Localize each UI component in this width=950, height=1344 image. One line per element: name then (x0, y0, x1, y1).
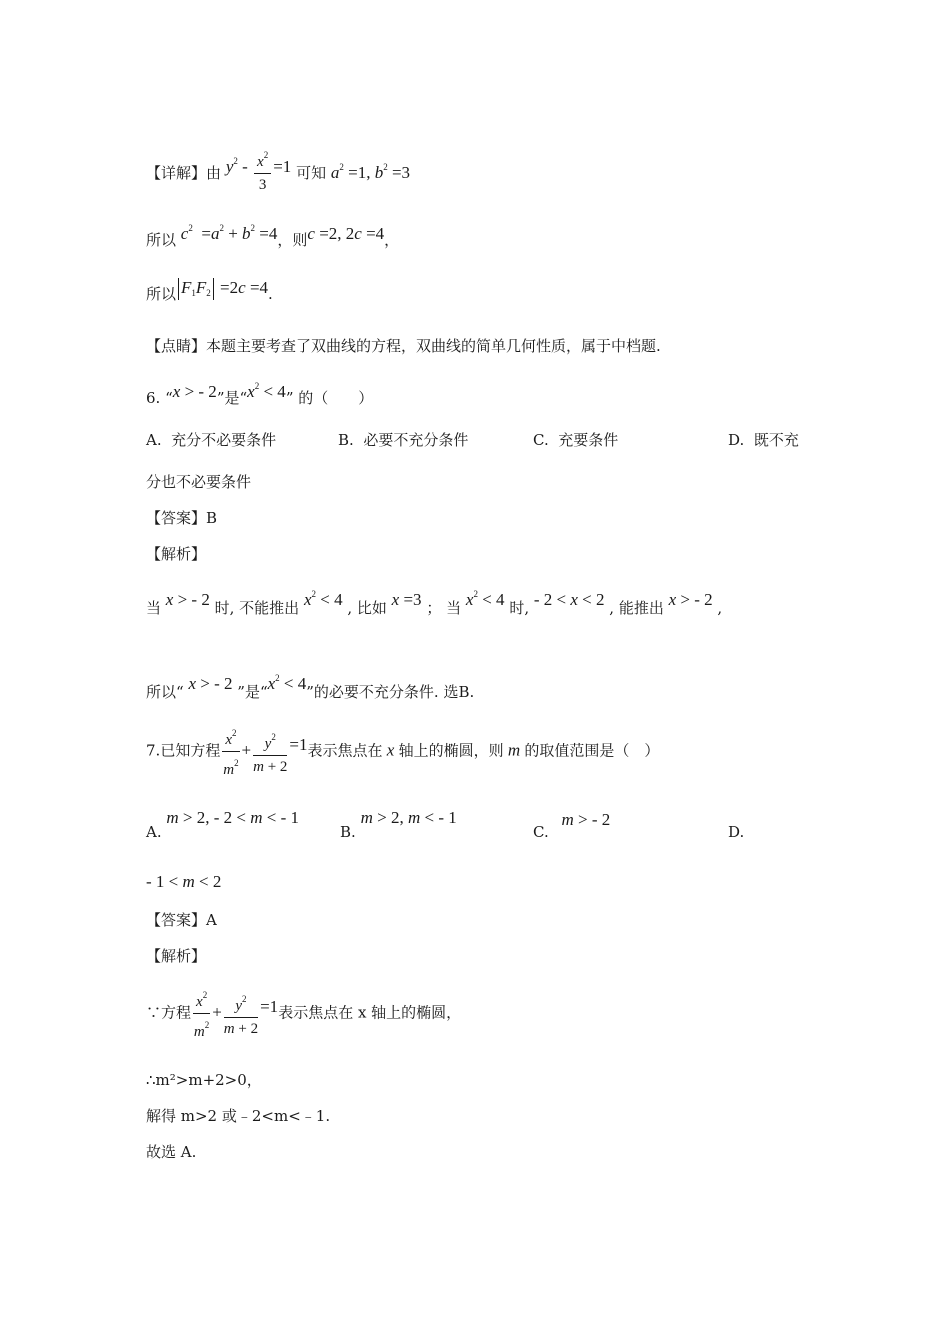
fraction-x2-over-m2-b: $\frac{x^2}{m^2}$ (193, 986, 210, 1041)
q7-option-c (533, 810, 611, 841)
q6-number: 6. (146, 389, 161, 407)
q6-is: 是 (224, 389, 240, 407)
q6-option-d-continued: 分也不必要条件 (146, 473, 252, 491)
q7-option-d (728, 822, 744, 842)
q6-analysis-label: 【解析】 (146, 545, 207, 563)
for-example-text: , 比如 (342, 599, 387, 617)
comma: , (712, 599, 723, 617)
condition-x-gt-neg2: x > - 2 (172, 382, 217, 401)
var-x: x (382, 740, 399, 760)
answer-value: B (206, 509, 218, 527)
conclusion-text: ”的必要不充分条件. 选 (306, 683, 459, 701)
fraction-y2-over-m-plus-2: $\frac{y^2}{m + 2}$ (253, 728, 287, 776)
review-label: 【点睛】 (146, 337, 207, 355)
detail-line2-end: ， (384, 231, 400, 249)
conclusion-is: ”是“ (237, 683, 268, 701)
q7-stem-d: 的取值范围是（ ） (524, 741, 660, 760)
q7-answer (146, 910, 217, 930)
q7-solution-3: 解得 m>2 或﹣2<m<﹣1. (146, 1107, 331, 1125)
q6-option-d (728, 430, 799, 450)
q7-stem-b: 表示焦点在 (307, 741, 383, 760)
option-letter: C. (533, 823, 549, 841)
option-text: 充要条件 (558, 431, 619, 449)
option-a-expr: m > 2, - 2 < m < - 1 (166, 808, 300, 827)
hyperbola-equation: $y^2$ - (225, 156, 253, 176)
expr-x2-lt-4-b: $x^2 < 4$ (465, 589, 505, 609)
option-letter: A. (146, 431, 162, 449)
detail-label: 【详解】 (146, 164, 207, 182)
detail-mid: 可知 (296, 164, 327, 182)
when-text: 当 (146, 599, 162, 617)
option-letter: A. (146, 823, 162, 841)
option-d-expr: - 1 < m < 2 (146, 872, 222, 891)
fraction-x2-over-m2: $\frac{x^2}{m^2}$ (222, 724, 239, 779)
review-text: 本题主要考查了双曲线的方程，双曲线的简单几何性质，属于中档题. (206, 337, 661, 355)
q7-stem: 7.已知方程 $\frac{x^2}{m^2}$ + $\frac{y^2}{m + 2}$ =1表示焦点在 x 轴上的椭圆，则 m 的取值范围是（ ） (146, 724, 659, 779)
q6-stem (146, 382, 373, 408)
expr-x-eq-3: x =3 (391, 590, 422, 609)
option-c-expr: m > - 2 (561, 810, 611, 829)
q6-option-c (533, 430, 618, 450)
var-m: m (503, 740, 525, 760)
conclusion-answer: B. (458, 683, 475, 701)
detail-line2-mid: ，则 (277, 231, 308, 249)
option-letter: B. (340, 823, 356, 841)
q7-solution-4: 故选 A. (146, 1143, 197, 1161)
focal-distance: $F_1F_2 =2c =4$ (176, 278, 268, 297)
option-text: 充分不必要条件 (171, 431, 277, 449)
q7-number: 7. (146, 741, 161, 760)
condition-x2-lt-4: $x^2 < 4$ (247, 381, 286, 401)
when-text-2: ； 当 (426, 599, 462, 617)
quote-close: ” (285, 389, 294, 407)
detail-prefix: 由 (206, 164, 222, 182)
q7-stem-a: 已知方程 (160, 741, 221, 760)
q6-conclusion (146, 673, 475, 702)
option-b-expr: m > 2, m < - 1 (360, 808, 457, 827)
expr-x-gt-neg2-c: x > - 2 (188, 674, 233, 693)
option-text: 必要不充分条件 (363, 431, 469, 449)
quote-open: “ (239, 389, 248, 407)
c-values: c =2, 2c =4 (307, 224, 385, 243)
detail-line2-prefix: 所以 (146, 231, 177, 249)
q7-solution-1: ∵方程 $\frac{x^2}{m^2}$ + $\frac{y^2}{m + 2}$ =1表示焦点在 x 轴上的椭圆， (146, 986, 461, 1041)
q7-option-b (340, 808, 457, 841)
expr-x-gt-neg2: x > - 2 (165, 590, 210, 609)
q7-analysis-label: 【解析】 (146, 947, 207, 965)
q6-option-b (338, 430, 468, 450)
answer-label: 【答案】 (146, 509, 207, 527)
detail-line-2 (146, 224, 399, 250)
q6-analysis-body (146, 589, 723, 618)
time-text: 时, (504, 599, 530, 617)
expr-x2-lt-4-c: $x^2 < 4$ (267, 673, 307, 693)
answer-value: A (206, 911, 217, 929)
cannot-derive-text: 时, 不能推出 (209, 599, 300, 617)
answer-label: 【答案】 (146, 911, 207, 929)
detail-line-1: 【详解】由 $y^2$ - $\frac{x^2}{3}$ =1 可知 $a^2 =1$, $b^2 =3$ (146, 150, 410, 198)
q6-option-a (146, 430, 276, 450)
solution-prefix: ∵方程 (146, 1003, 192, 1022)
option-letter: C. (533, 431, 549, 449)
solution-suffix: 表示焦点在 x 轴上的椭圆， (278, 1003, 462, 1022)
c-squared-equation: $c^2 =a^2 + b^2 =4$ (180, 223, 278, 243)
fraction-y2-over-m-plus-2-b: $\frac{y^2}{m + 2}$ (224, 990, 258, 1038)
fraction-x2-over-3: $\frac{x^2}{3}$ (254, 146, 271, 194)
a-b-values: $a^2 =1$, $b^2 =3$ (330, 162, 411, 182)
option-letter: D. (728, 431, 745, 449)
expr-range: - 2 < x < 2 (533, 590, 605, 609)
detail-line-3 (146, 278, 273, 309)
detail-line3-end: . (268, 285, 273, 303)
q7-option-a (146, 808, 300, 841)
quote-close: ” (216, 389, 225, 407)
q7-stem-c: 轴上的椭圆，则 (398, 741, 504, 760)
q6-answer (146, 508, 217, 528)
q7-solution-2: ∴m²>m+2>0， (146, 1071, 262, 1089)
option-letter: B. (338, 431, 354, 449)
review-line (146, 336, 661, 356)
expr-x-gt-neg2-b: x > - 2 (668, 590, 713, 609)
expr-x2-lt-4: $x^2 < 4$ (303, 589, 343, 609)
conclusion-prefix: 所以“ (146, 683, 184, 701)
q6-tail: 的（ ） (298, 389, 374, 407)
option-text: 既不充 (753, 431, 799, 449)
option-letter: D. (728, 823, 745, 841)
detail-line3-prefix: 所以 (146, 285, 177, 303)
quote-open: “ (165, 389, 173, 407)
can-derive-text: , 能推出 (604, 599, 664, 617)
